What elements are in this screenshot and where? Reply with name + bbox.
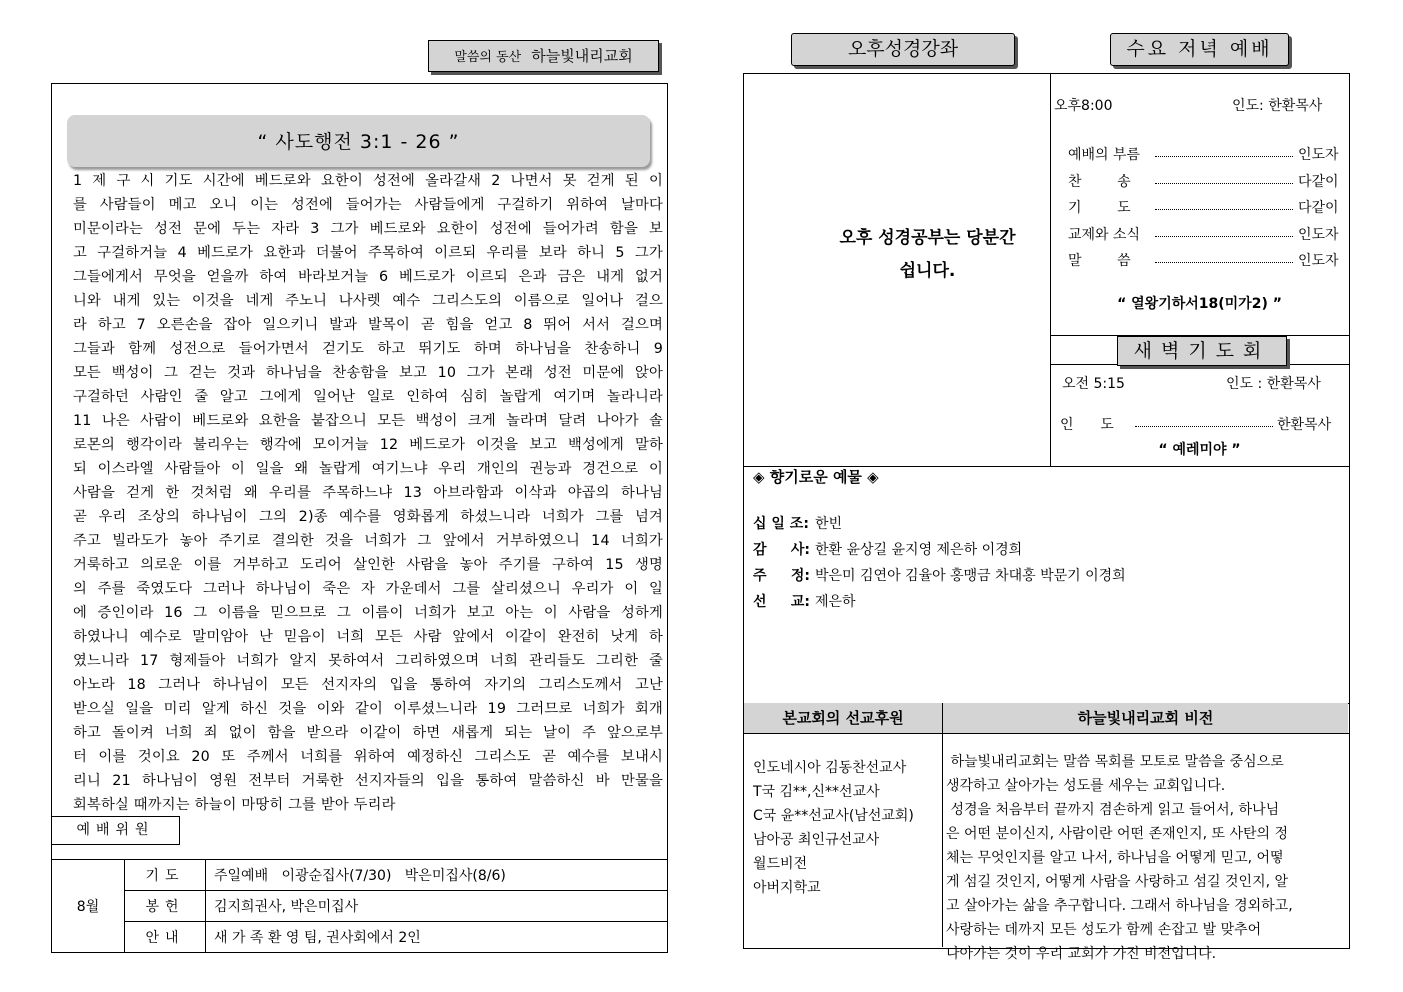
- offering-title: ◈ 향기로운 예물 ◈: [753, 468, 879, 486]
- leader-dots: [1155, 209, 1293, 210]
- order-item: 말 씀: [1068, 253, 1131, 269]
- vision-line: 게 섬길 것인지, 어떻게 사람을 사랑하고 섬길 것인지, 알: [946, 874, 1289, 890]
- scripture-line: 고 구걸하거늘 4 베드로가 요한과 더불어 주목하여 이르되 우리를 보라 하니 5 그가: [73, 245, 663, 261]
- scripture-line: 하고 돌이켜 너희 죄 없이 함을 받으라 이같이 하면 새롭게 되는 날이 주 앞으로부: [73, 725, 663, 741]
- church-name-tag: [428, 40, 659, 72]
- leader-dots: [1155, 183, 1293, 184]
- scripture-line: 주고 빌라도가 놓아 주기로 결의한 것을 너희가 그 앞에서 거부하였으니 14 너희가: [73, 533, 663, 549]
- scripture-line: 되 이스라엘 사람들아 이 일을 왜 놀랍게 여기느냐 우리 개인의 권능과 경건으로 이: [73, 461, 663, 477]
- vision-line: 하늘빛내리교회는 말씀 목회를 모토로 말씀을 중심으로: [946, 754, 1284, 770]
- table-row: [52, 922, 668, 953]
- mission-support-list: [753, 756, 914, 900]
- duty-value: 주일예배 이광순집사(7/30) 박은미집사(8/6): [206, 860, 668, 891]
- divider: [743, 733, 1349, 734]
- list-item: T국 김**,신**선교사: [753, 784, 880, 800]
- dawn-time: 오전 5:15: [1062, 376, 1125, 392]
- vision-line: 고 살아가는 삶을 추구합니다. 그래서 하나님을 경외하고,: [946, 898, 1293, 914]
- scripture-line: 그들에게서 무엇을 얻을까 하여 바라보거늘 6 베드로가 이르되 은과 금은 내게 없거: [73, 269, 663, 285]
- list-item: C국 윤**선교사(남선교회): [753, 808, 914, 824]
- dawn-leader: 인도 : 한환목사: [1226, 376, 1321, 392]
- offering-names: 한빈: [815, 516, 843, 532]
- leader-dots: [1155, 156, 1293, 157]
- wednesday-time: 오후8:00: [1054, 98, 1113, 114]
- scripture-line: 의 주를 죽였도다 그러나 하나님이 죽은 자 가운데서 그를 살리셨으니 우리가 이 일: [73, 581, 663, 597]
- scripture-line: 에 증인이라 16 그 이름을 믿으므로 그 이름이 너희가 보고 아는 이 사람을 성하게: [73, 605, 663, 621]
- order-item: 찬 송: [1068, 173, 1131, 190]
- scripture-line: 받으실 일을 미리 알게 하신 것을 이와 같이 이루셨느니라 19 그러므로 너희가 회개: [73, 701, 663, 717]
- dawn-prayer-header: 새벽기도회: [1117, 336, 1287, 366]
- order-who: 다같이: [1298, 173, 1339, 190]
- afternoon-notice: [790, 222, 1065, 288]
- divider: [942, 703, 943, 947]
- dawn-order-who: 한환목사: [1277, 417, 1332, 433]
- church-name: 하늘빛내리교회: [531, 47, 633, 65]
- scripture-line: 아노라 18 그러나 하나님이 모든 선지자의 입을 통하여 자기의 그리스도께서 고난: [73, 677, 663, 693]
- order-item: 예배의 부름: [1068, 147, 1141, 163]
- scripture-line: 11 나은 사람이 베드로와 요한을 붙잡으니 모든 백성이 크게 놀라며 달려 나아가 솔: [73, 413, 663, 429]
- scripture-line: 였느니라 17 형제들아 너희가 알지 못하여서 그리하였으며 너희 관리들도 그리한 줄: [73, 653, 663, 669]
- duty-month: 8월: [52, 860, 125, 953]
- offering-label: 감 사:: [753, 542, 811, 558]
- afternoon-notice-line: 쉽니다.: [899, 261, 956, 281]
- scripture-title: “ 사도행전 3:1 - 26 ”: [67, 115, 650, 167]
- church-vision-text: [946, 750, 1344, 966]
- vision-line: 체는 무엇인지를 알고 나서, 하나님을 어떻게 믿고, 어떻: [946, 850, 1284, 866]
- offering-row: [753, 513, 842, 533]
- mission-support-header: 본교회의 선교후원: [744, 703, 942, 733]
- church-motto: 말씀의 동산: [454, 50, 522, 65]
- scripture-line: 그들과 함께 성전으로 들어가면서 걷기도 하고 뛰기도 하며 하나님을 찬송하니 9: [73, 341, 663, 357]
- scripture-line: 모든 백성이 그 걷는 것과 하나님을 찬송함을 보고 10 그가 본래 성전 미문에 앉아: [73, 365, 663, 381]
- scripture-line: 라 하고 7 오른손을 잡아 일으키니 발과 발목이 곧 힘을 얻고 8 뛰어 서서 걸으며: [73, 317, 663, 333]
- wednesday-service-header: 수요 저녁 예배: [1110, 33, 1289, 66]
- order-who: 인도자: [1298, 147, 1339, 163]
- scripture-line: 회복하실 때까지는 하늘이 마땅히 그를 받아 두리라: [73, 797, 396, 813]
- order-who: 다같이: [1298, 200, 1339, 216]
- leader-dots: [1135, 426, 1273, 427]
- afternoon-notice-line: 오후 성경공부는 당분간: [839, 228, 1016, 248]
- vision-line: 생각하고 살아가는 성도를 세우는 교회입니다.: [946, 778, 1226, 794]
- vision-header: 하늘빛내리교회 비전: [943, 703, 1348, 733]
- wednesday-leader: 인도: 한환목사: [1232, 98, 1323, 114]
- scripture-line: 터 이를 것이요 20 또 주께서 너희를 위하여 예정하신 그리스도 곧 예수를 보내시: [73, 749, 663, 765]
- table-row: [52, 860, 668, 891]
- dawn-order-item: 인 도: [1060, 417, 1114, 433]
- vision-line: 사랑하는 데까지 모든 성도가 함께 손잡고 발 맞추어: [946, 922, 1262, 938]
- scripture-line: 곧 우리 조상의 하나님이 그의 2)종 예수를 영화롭게 하셨느니라 너희가 그를 넘겨: [73, 509, 663, 525]
- vision-line: 은 어떤 분이신지, 사람이란 어떤 존재인지, 또 사탄의 정: [946, 826, 1289, 842]
- offering-label: 십 일 조:: [753, 516, 809, 532]
- offering-label: 선 교:: [753, 594, 811, 610]
- offering-label: 주 정:: [753, 568, 811, 584]
- order-who: 인도자: [1298, 226, 1339, 243]
- duty-value: 새 가 족 환 영 팀, 권사회에서 2인: [206, 922, 668, 953]
- wednesday-sermon: “ 열왕기하서18(미가2) ”: [1117, 296, 1282, 312]
- leader-dots: [1155, 236, 1293, 237]
- dawn-sermon: “ 예레미야 ”: [1158, 442, 1241, 458]
- scripture-line: 니와 내게 있는 이것을 네게 주노니 나사렛 예수 그리스도의 이름으로 일어나 걸으: [73, 293, 663, 309]
- offering-row: [753, 565, 1126, 585]
- vision-line: 나아가는 것이 우리 교회가 가진 비전입니다.: [946, 946, 1217, 962]
- offering-row: [753, 591, 856, 611]
- table-row: [52, 891, 668, 922]
- duty-role: 봉헌: [125, 891, 206, 922]
- duty-role: 안내: [125, 922, 206, 953]
- list-item: 남아공 최인규선교사: [753, 832, 880, 848]
- offering-names: 제은하: [815, 594, 856, 610]
- duty-value: 김지희권사, 박은미집사: [206, 891, 668, 922]
- order-item: 기 도: [1068, 200, 1131, 216]
- scripture-line: 로몬의 행각이라 불리우는 행각에 모이거늘 12 베드로가 이것을 보고 백성에게 말하: [73, 437, 663, 453]
- offering-names: 한환 윤상길 윤지영 제은하 이경희: [815, 542, 1023, 558]
- scripture-line: 거룩하고 의로운 이를 거부하고 도리어 살인한 사람을 놓아 주기를 구하여 15 생명: [73, 557, 663, 573]
- scripture-line: 를 사람들이 메고 오니 이는 성전에 들어가는 사람들에게 구걸하기 위하여 날마다: [73, 197, 663, 213]
- scripture-line: 1 제 구 시 기도 시간에 베드로와 요한이 성전에 올라갈새 2 나면서 못 걷게 된 이: [73, 173, 663, 189]
- order-who: 인도자: [1298, 253, 1339, 269]
- leader-dots: [1155, 262, 1293, 263]
- list-item: 월드비전: [753, 856, 808, 872]
- scripture-line: 리니 21 하나님이 영원 전부터 거룩한 선지자들의 입을 통하여 말씀하신 바 만물을: [73, 773, 663, 789]
- offering-names: 박은미 김연아 김율아 홍맹금 차대홍 박문기 이경희: [815, 568, 1126, 584]
- offering-row: [753, 539, 1022, 559]
- scripture-line: 하였나니 예수로 말미암아 난 믿음이 너희 모든 사람 앞에서 이같이 완전히 낫게 하: [73, 629, 663, 645]
- duty-role: 기도: [125, 860, 206, 891]
- scripture-line: 미문이라는 성전 문에 두는 자라 3 그가 베드로와 요한이 성전에 들어가려 함을 보: [73, 221, 663, 237]
- list-item: 아버지학교: [753, 880, 821, 896]
- vision-line: 성경을 처음부터 끝까지 겸손하게 읽고 들어서, 하나님: [946, 802, 1280, 818]
- worship-committee-label: 예배위원: [51, 816, 180, 845]
- list-item: 인도네시아 김동찬선교사: [753, 760, 907, 776]
- scripture-line: 구걸하던 사람인 줄 알고 그에게 일어난 일로 인하여 심히 놀랍게 여기며 놀라니라: [73, 389, 663, 405]
- worship-duty-table: [51, 859, 668, 953]
- scripture-line: 사람을 걷게 한 것처럼 왜 우리를 주목하느냐 13 아브라함과 이삭과 야곱의 하나님: [73, 485, 663, 501]
- order-item: 교제와 소식: [1068, 226, 1141, 243]
- afternoon-study-header: 오후성경강좌: [791, 33, 1015, 66]
- scripture-text: [73, 169, 663, 817]
